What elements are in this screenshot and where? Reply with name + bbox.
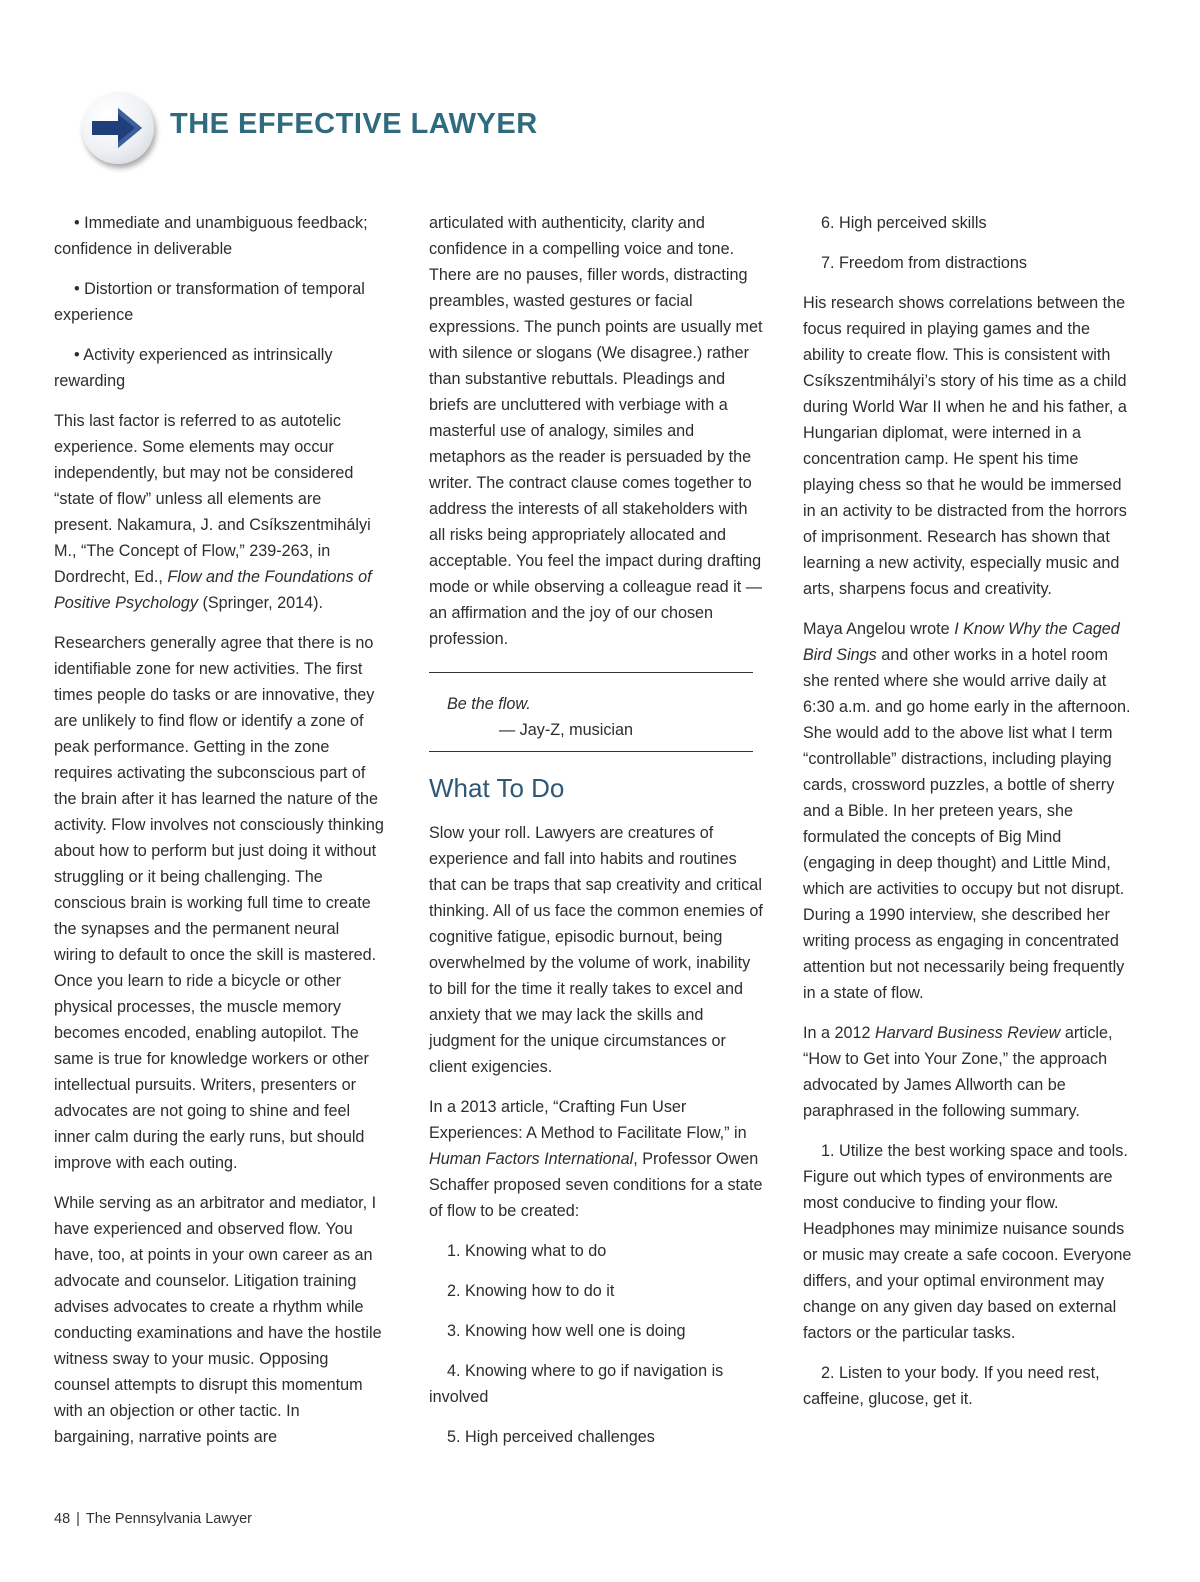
bullet-item: • Distortion or transformation of temporal experience	[54, 280, 365, 324]
pull-quote	[429, 673, 763, 751]
list-item: 4. Knowing where to go if navigation is involved	[429, 1362, 724, 1406]
book-title: Flow and the Foundations of Positive Psychology	[54, 568, 372, 612]
footer-separator: |	[76, 1511, 80, 1527]
paragraph: His research shows correlations between the focus required in playing games and the ability to create flow. This is consistent with Csíkszentmihályi’s story of his time as a child during World War II when he and his father, a Hungarian diplomat, were interned in a concentration camp. He spent his time playing chess so that he would be immersed in an activity to be distracted from the horrors of imprisonment. Research has shown that learning a new activity, especially music and arts, sharpens focus and creativity.	[803, 294, 1127, 598]
paragraph-text: This last factor is referred to as autotelic experience. Some elements may occur independently, but may not be considered “state of flow” unless all elements are present. Nakamura, J. and Csíkszentmihályi M., “The Concept of Flow,” 239-263, in Dordrecht, Ed.,	[54, 412, 371, 586]
page-footer	[54, 1511, 252, 1527]
paragraph-text: (Springer, 2014).	[197, 594, 324, 612]
list-item: 1. Knowing what to do	[447, 1242, 607, 1260]
paragraph	[54, 408, 384, 616]
list-item: 3. Knowing how well one is doing	[447, 1322, 686, 1340]
publication-title: Harvard Business Review	[875, 1024, 1061, 1042]
quote-rule-bottom	[429, 751, 753, 752]
paragraph-text: and other works in a hotel room she rented where she would arrive daily at 6:30 a.m. and go home early in the afternoon. She would add to the above list what I term “controllable” distractions, including playing cards, crossword puzzles, a bottle of sherry and a Bible. In her preteen years, she formulated the concepts of Big Mind (engaging in deep thought) and Little Mind, which are activities to occupy but not disrupt. During a 1990 interview, she described her writing process as engaging in concentrated attention but not necessarily being frequently in a state of flow.	[803, 646, 1131, 1002]
paragraph-text: Maya Angelou wrote	[803, 620, 955, 638]
paragraph: While serving as an arbitrator and mediator, I have experienced and observed flow. You have, too, at points in your own career as an advocate and counselor. Litigation training advises advocates to create a rhythm while conducting examinations and have the hostile witness sway to your music. Opposing counsel attempts to disrupt this momentum with an objection or other tactic. In bargaining, narrative points are	[54, 1194, 382, 1446]
section-title: THE EFFECTIVE LAWYER	[170, 108, 538, 140]
page-number: 48	[54, 1511, 71, 1527]
book-title: I Know Why the Caged Bird Sings	[803, 620, 1120, 664]
list-item: 1. Utilize the best working space and tools. Figure out which types of environments are most conducive to finding your flow. Headphones may minimize nuisance sounds or music may create a safe cocoon. Everyone differs, and your optimal environment may change on any given day based on external factors or the particular tasks.	[803, 1142, 1132, 1342]
list-item: 6. High perceived skills	[821, 214, 987, 232]
subheading: What To Do	[429, 773, 565, 803]
paragraph	[429, 1094, 763, 1224]
column-middle	[429, 210, 763, 1464]
bullet-item: • Activity experienced as intrinsically rewarding	[54, 346, 333, 390]
paragraph-text: In a 2013 article, “Crafting Fun User Experiences: A Method to Facilitate Flow,” in	[429, 1098, 747, 1142]
list-item: 2. Knowing how to do it	[447, 1282, 615, 1300]
publication-title: Human Factors International	[429, 1150, 634, 1168]
list-item: 2. Listen to your body. If you need rest, caffeine, glucose, get it.	[803, 1364, 1100, 1408]
publication-name: The Pennsylvania Lawyer	[85, 1511, 252, 1527]
paragraph-text: article, “How to Get into Your Zone,” the approach advocated by James Allworth can be paraphrased in the following summary.	[803, 1024, 1113, 1120]
arrow-right-icon	[82, 92, 154, 164]
paragraph: Researchers generally agree that there is no identifiable zone for new activities. The first times people do tasks or are innovative, they are unlikely to find flow or identify a zone of peak performance. Getting in the zone requires activating the subconscious part of the brain after it has learned the nature of the activity. Flow involves not consciously thinking about how to perform but just doing it without struggling or it being challenging. The conscious brain is working full time to create the synapses and the permanent neural wiring to default to once the skill is mastered. Once you learn to ride a bicycle or other physical processes, the muscle memory becomes encoded, enabling autopilot. The same is true for knowledge workers or other intellectual pursuits. Writers, presenters or advocates are not going to shine and feel inner calm during the early runs, but should improve with each outing.	[54, 634, 384, 1172]
column-left	[54, 210, 384, 1464]
page-header	[82, 88, 782, 168]
list-item: 5. High perceived challenges	[447, 1428, 655, 1446]
bullet-item: • Immediate and unambiguous feedback; confidence in deliverable	[54, 214, 368, 258]
list-item: 7. Freedom from distractions	[821, 254, 1028, 272]
paragraph: Slow your roll. Lawyers are creatures of experience and fall into habits and routines that can be traps that sap creativity and critical thinking. All of us face the common enemies of cognitive fatigue, episodic burnout, being overwhelmed by the volume of work, inability to bill for the time it really takes to excel and anxiety that we may lack the skills and judgment for the unique circumstances or client exigencies.	[429, 824, 763, 1076]
paragraph-text: In a 2012	[803, 1024, 876, 1042]
paragraph	[803, 1020, 1133, 1124]
paragraph	[803, 616, 1133, 1006]
column-right	[803, 210, 1133, 1426]
paragraph-text: , Professor Owen Schaffer proposed seven conditions for a state of flow to be created:	[429, 1150, 763, 1220]
quote-text: Be the flow.	[447, 695, 531, 713]
paragraph: articulated with authenticity, clarity and confidence in a compelling voice and tone. There are no pauses, filler words, distracting preambles, wasted gestures or facial expressions. The punch points are usually met with silence or slogans (We disagree.) rather than substantive rebuttals. Pleadings and briefs are uncluttered with verbiage with a masterful use of analogy, similes and metaphors as the reader is persuaded by the writer. The contract clause comes together to address the interests of all stakeholders with all risks being appropriately allocated and acceptable. You feel the impact during drafting mode or while observing a colleague read it — an affirmation and the joy of our chosen profession.	[429, 214, 763, 648]
quote-attribution: — Jay-Z, musician	[499, 721, 634, 739]
